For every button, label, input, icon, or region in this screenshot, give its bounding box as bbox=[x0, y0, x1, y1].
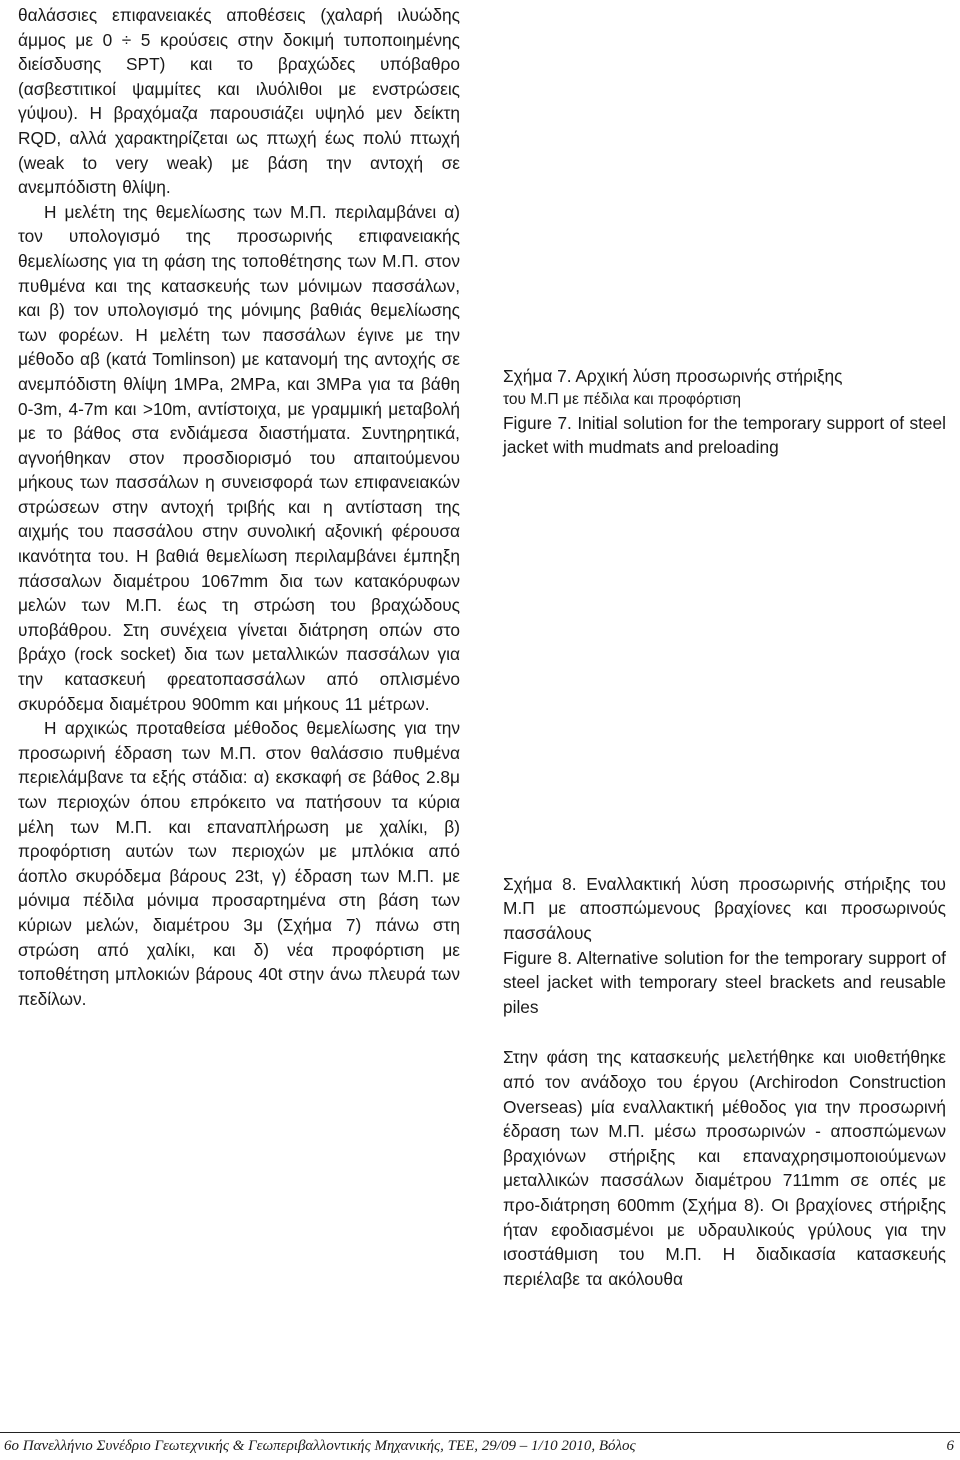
figure-8-caption-english: Figure 8. Alternative solution for the temporary support of steel jacket with temporary steel brackets and reusable piles bbox=[503, 947, 946, 1017]
figure-8-caption bbox=[503, 872, 946, 1020]
figure-7-caption-greek-line2: του Μ.Π με πέδιλα και προφόρτιση bbox=[503, 390, 742, 408]
footer-divider bbox=[0, 1432, 960, 1433]
figure-8-spacer bbox=[503, 460, 946, 872]
right-column bbox=[503, 364, 946, 1291]
paragraph-site-geology: θαλάσσιες επιφανειακές αποθέσεις (χαλαρή ιλυώδης άμμος με 0 ÷ 5 κρούσεις στην δοκιμή τυποποιημένης διείσδυσης SPT) και το βραχώδες υπόβαθρο (ασβεστιτικοί ψαμμίτες και ιλυόλιθοι με ενστρώσεις γύψου). Η βραχόμαζα παρουσιάζει υψηλό μεν δείκτη RQD, αλλά χαρακτηρίζεται ως πτωχή έως πολύ πτωχή (weak to very weak) με βάση την αντοχή σε ανεμπόδιστη θλίψη. bbox=[18, 5, 460, 198]
figure-7-caption-greek-line1: Σχήμα 7. Αρχική λύση προσωρινής στήριξης bbox=[503, 366, 843, 386]
left-column bbox=[18, 3, 460, 1011]
page-number: 6 bbox=[946, 1438, 954, 1454]
paragraph-alternative-method: Στην φάση της κατασκευής μελετήθηκε και υιοθετήθηκε από τον ανάδοχο του έργου (Archirodon Construction Overseas) μία εναλλακτική μέθοδος για την προσωρινή έδραση των Μ.Π. μέσω προσωρινών - αποσπώμενων βραχιόνων στήριξης και επαναχρησιμοποιούμενων μεταλλικών πασσάλων διαμέτρου 711mm σε οπές με προ-διάτρηση 600mm (Σχήμα 8). Οι βραχίονες στήριξης ήταν εφοδιασμένοι με υδραυλικούς γρύλους για την ισοστάθμιση του Μ.Π. Η διαδικασία κατασκευής περιέλαβε τα ακόλουθα bbox=[503, 1047, 946, 1289]
paragraph-foundation-study: Η μελέτη της θεμελίωσης των Μ.Π. περιλαμβάνει α) τον υπολογισμό της προσωρινής επιφανειακής θεμελίωσης για τη φάση της τοποθέτησης των Μ.Π. στον πυθμένα και της κατασκευής των μόνιμων πασσάλων, και β) τον υπολογισμό της μόνιμης βαθιάς θεμελίωσης των φορέων. Η μελέτη των πασσάλων έγινε με την μέθοδο αβ (κατά Tomlinson) με κατανομή της αντοχής σε ανεμπόδιστη θλίψη 1MPa, 2MPa, και 3MPa για τα βάθη 0-3m, 4-7m και >10m, αντίστοιχα, με γραμμική μεταβολή με το βάθος στα ενδιάμεσα διαστήματα. Συντηρητικά, αγνοήθηκαν στον προσδιορισμό του απαιτούμενου μήκους των πασσάλων η συνεισφορά των επιφανειακών στρώσεων στην αντοχή τριβής και η αντίσταση της αιχμής του πασσάλου στην συνολική αξονική φέρουσα ικανότητα του. Η βαθιά θεμελίωση περιλαμβάνει έμπηξη πάσσαλων διαμέτρου 1067mm δια των κατακόρυφων μελών των Μ.Π. έως τη στρώση του βραχώδους υποβάθρου. Στη συνέχεια γίνεται διάτρηση οπών στο βράχο (rock socket) δια των μεταλλικών πασσάλων για την κατασκευή φρεατοπασσάλων από οπλισμένο σκυρόδεμα διαμέτρου 900mm και μήκους 11 μέτρων. bbox=[18, 201, 460, 714]
paragraph-initial-method: Η αρχικώς προταθείσα μέθοδος θεμελίωσης για την προσωρινή έδραση των Μ.Π. στον θαλάσσιο πυθμένα περιελάμβανε τα εξής στάδια: α) εκσκαφή σε βάθος 2.8μ των περιοχών όπου επρόκειτο να πατήσουν τα κύρια μέλη των Μ.Π. και επαναπλήρωση με χαλίκι, β) προφόρτιση αυτών των περιοχών με μπλόκια από άοπλο σκυρόδεμα βάρους 23t, γ) έδραση των Μ.Π. με μόνιμα πέδιλα μόνιμα προσαρτημένα στη βάση των κύριων μελών, διαμέτρου 3μ (Σχήμα 7) πάνω στη στρώση από χαλίκι, και δ) νέα προφόρτιση με τοποθέτηση μπλοκιών βάρους 40t στην άνω πλευρά των πεδίλων. bbox=[18, 718, 460, 1009]
figure-8-caption-greek: Σχήμα 8. Εναλλακτική λύση προσωρινής στήριξης του Μ.Π με αποσπώμενους βραχίονες και προσωρινούς πασσάλους bbox=[503, 873, 946, 943]
figure-7-caption-english: Figure 7. Initial solution for the temporary support of steel jacket with mudmats and preloading bbox=[503, 412, 946, 458]
footer-conference-title: 6ο Πανελλήνιο Συνέδριο Γεωτεχνικής & Γεωπεριβαλλοντικής Μηχανικής, ΤΕΕ, 29/09 – 1/10 2010, Βόλος bbox=[4, 1438, 636, 1454]
figure-7-caption bbox=[503, 364, 946, 460]
paragraph-spacer bbox=[503, 1019, 946, 1045]
